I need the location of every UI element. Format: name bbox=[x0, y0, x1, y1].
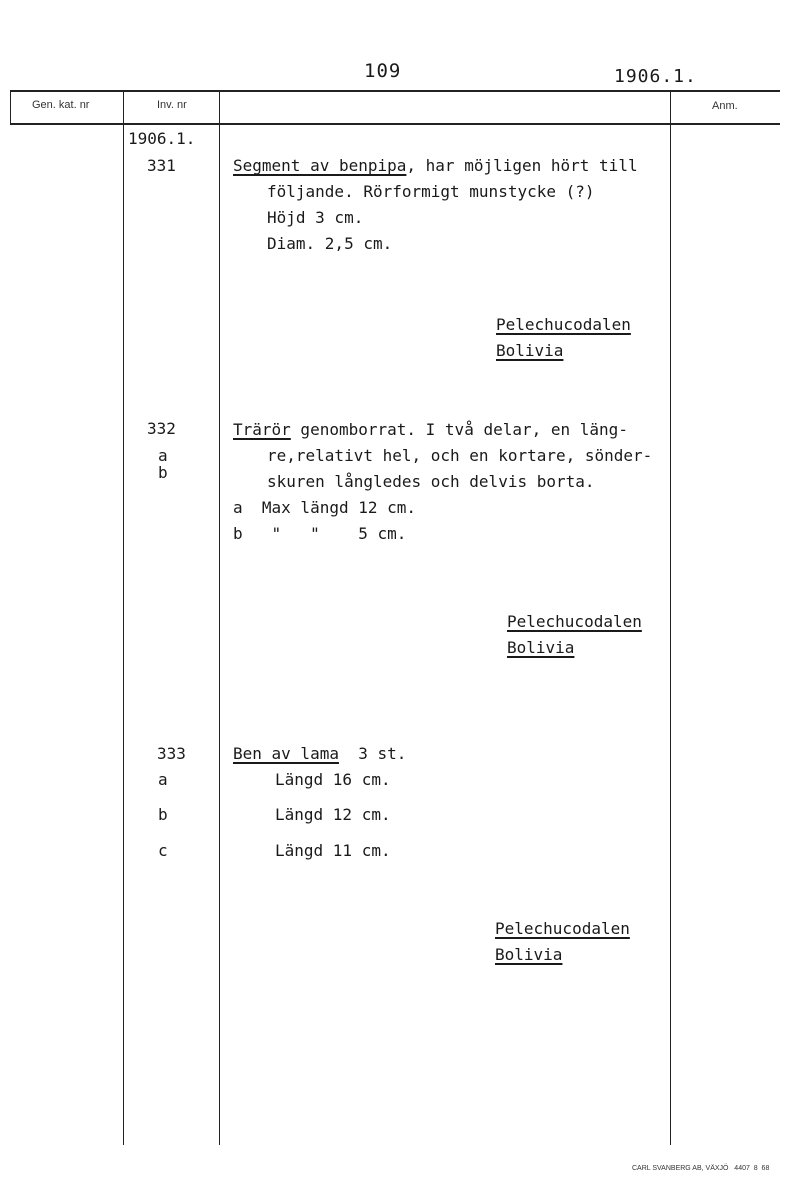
column-header-anm: Anm. bbox=[712, 100, 738, 112]
inventory-number: 332 bbox=[147, 419, 176, 438]
entry-title: Segment av benpipa bbox=[233, 156, 407, 175]
sub-item-letter: b bbox=[158, 463, 168, 482]
column-divider-1 bbox=[123, 90, 124, 1145]
column-divider-3 bbox=[670, 90, 671, 1145]
locality-country: Bolivia bbox=[495, 945, 563, 964]
entry-line: Längd 16 cm. bbox=[275, 770, 391, 789]
page-number: 109 bbox=[364, 60, 402, 82]
entry-line: Diam. 2,5 cm. bbox=[267, 234, 393, 253]
column-divider-2 bbox=[219, 90, 220, 1145]
entry-line: re,relativt hel, och en kortare, sönder- bbox=[267, 446, 653, 465]
locality-place: Pelechucodalen bbox=[507, 612, 642, 631]
year-label: 1906.1. bbox=[128, 129, 196, 148]
entry-line: Höjd 3 cm. bbox=[267, 208, 364, 227]
entry-first-line bbox=[233, 745, 406, 763]
inventory-number: 333 bbox=[157, 744, 186, 763]
locality-place: Pelechucodalen bbox=[496, 315, 631, 334]
entry-title: Ben av lama bbox=[233, 744, 339, 763]
header-top-rule bbox=[10, 90, 780, 92]
entry-first-line bbox=[233, 157, 638, 175]
entry-first-line bbox=[233, 421, 628, 439]
entry-line: Längd 11 cm. bbox=[275, 841, 391, 860]
catalog-reference: 1906.1. bbox=[614, 66, 697, 87]
entry-line: genomborrat. I två delar, en läng- bbox=[290, 420, 628, 439]
locality-place: Pelechucodalen bbox=[495, 919, 630, 938]
entry-line: a Max längd 12 cm. bbox=[233, 498, 417, 517]
column-header-gen-kat: Gen. kat. nr bbox=[32, 99, 90, 111]
entry-title: Trärör bbox=[233, 420, 291, 439]
column-header-inv: Inv. nr bbox=[157, 99, 187, 111]
entry-line: Längd 12 cm. bbox=[275, 805, 391, 824]
sub-item-letter: a bbox=[158, 770, 168, 789]
sub-item-letter: b bbox=[158, 805, 168, 824]
sub-item-letter: a bbox=[158, 446, 168, 465]
entry-line: skuren långledes och delvis borta. bbox=[267, 472, 595, 491]
left-border bbox=[10, 90, 11, 123]
entry-line: , har möjligen hört till bbox=[406, 156, 638, 175]
entry-line: b " " 5 cm. bbox=[233, 524, 407, 543]
printer-imprint: CARL SVANBERG AB, VÄXJÖ 4407 8 68 bbox=[632, 1165, 770, 1172]
entry-line: följande. Rörformigt munstycke (?) bbox=[267, 182, 595, 201]
locality-country: Bolivia bbox=[496, 341, 564, 360]
entry-line: 3 st. bbox=[338, 744, 407, 763]
sub-item-letter: c bbox=[158, 841, 168, 860]
inventory-number: 331 bbox=[147, 156, 176, 175]
header-bottom-rule bbox=[10, 123, 780, 125]
locality-country: Bolivia bbox=[507, 638, 575, 657]
